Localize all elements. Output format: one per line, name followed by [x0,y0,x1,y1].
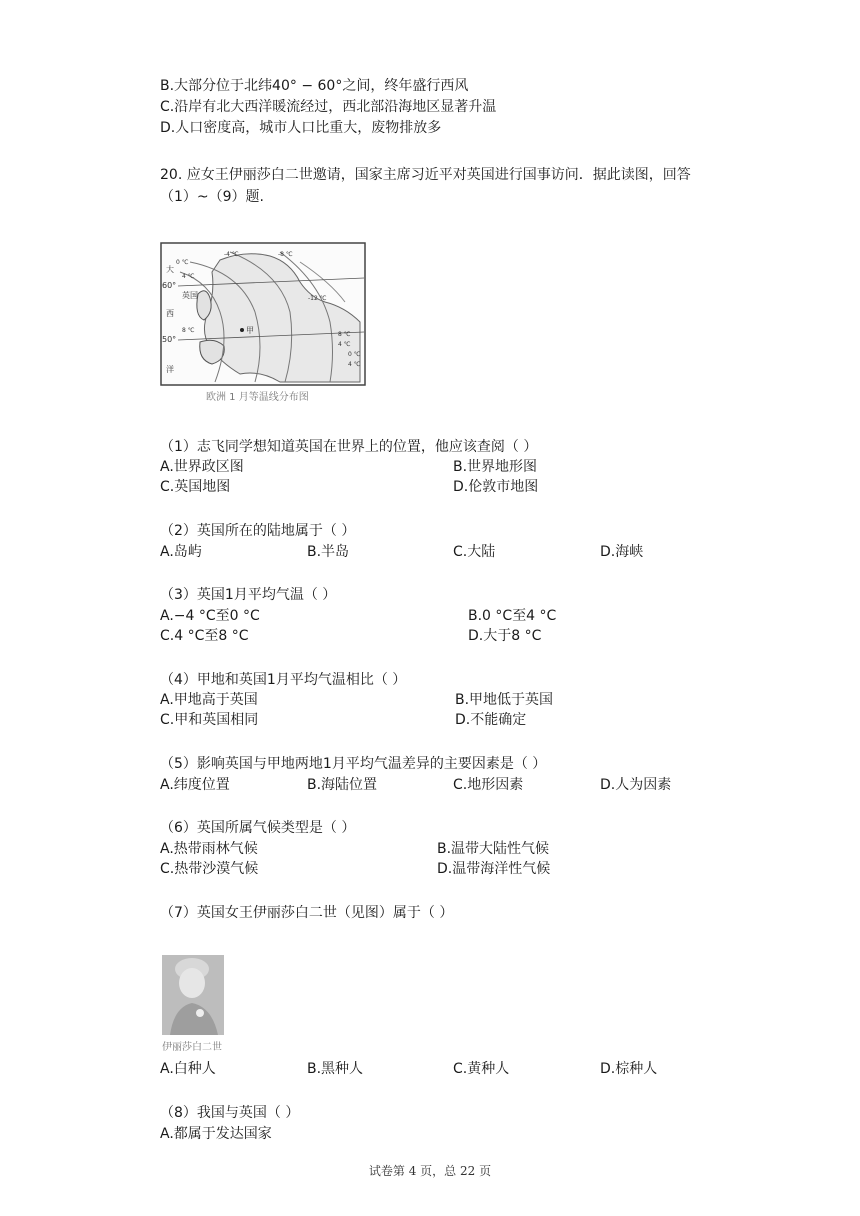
subq-6-stem: （6）英国所属气候类型是（ ） [160,820,356,836]
subq-4-option-c: C.甲和英国相同 [160,712,259,728]
subq-7-option-d: D.棕种人 [600,1061,658,1077]
map-label-t10: 4 ℃ [348,361,361,368]
subq-3-option-a: A.−4 °C至0 °C [160,608,260,624]
subq-3-option-c: C.4 °C至8 °C [160,628,249,644]
subq-2-option-c: C.大陆 [453,544,496,560]
map-label-t2: -8 ℃ [278,251,293,258]
queen-photo [162,955,224,1035]
subq-3-option-d: D.大于8 °C [468,628,542,644]
subq-1-option-b: B.世界地形图 [453,459,538,475]
map-caption: 欧洲 1 月等温线分布图 [206,392,309,403]
map-label-lat60: 60° [162,281,177,290]
subq-2-stem: （2）英国所在的陆地属于（ ） [160,523,356,539]
subq-5-stem: （5）影响英国与甲地两地1月平均气温差异的主要因素是（ ） [160,756,547,772]
map-label-t3: 0 ℃ [176,259,189,266]
q20-stem-line1: 20. 应女王伊丽莎白二世邀请，国家主席习近平对英国进行国事访问．据此读图，回答 [160,167,691,183]
prev-option-c: C.沿岸有北大西洋暖流经过，西北部沿海地区显著升温 [160,99,497,115]
map-label-da: 大 [166,265,174,274]
subq-1-option-c: C.英国地图 [160,479,231,495]
prev-option-b: B.大部分位于北纬40° − 60°之间，终年盛行西风 [160,78,469,94]
map-label-jia: 甲 [246,326,254,335]
prev-option-d: D.人口密度高，城市人口比重大，废物排放多 [160,120,442,136]
map-label-t9: 0 ℃ [348,351,361,358]
subq-1-option-a: A.世界政区图 [160,459,244,475]
subq-4-option-a: A.甲地高于英国 [160,692,258,708]
subq-1-option-d: D.伦敦市地图 [453,479,539,495]
subq-7-option-c: C.黄种人 [453,1061,510,1077]
subq-5-option-b: B.海陆位置 [307,777,378,793]
subq-5-option-a: A.纬度位置 [160,777,230,793]
subq-4-stem: （4）甲地和英国1月平均气温相比（ ） [160,672,407,688]
subq-1-stem: （1）志飞同学想知道英国在世界上的位置，他应该查阅（ ） [160,439,538,455]
map-label-t8: 4 ℃ [338,341,351,348]
subq-6-option-a: A.热带雨林气候 [160,841,258,857]
subq-3-stem: （3）英国1月平均气温（ ） [160,587,337,603]
subq-7-option-b: B.黑种人 [307,1061,364,1077]
subq-8-stem: （8）我国与英国（ ） [160,1105,300,1121]
map-label-uk: 英国 [182,291,198,300]
map-label-t5: 8 ℃ [182,327,195,334]
subq-8-option-a: A.都属于发达国家 [160,1126,272,1142]
subq-2-option-d: D.海峡 [600,544,644,560]
map-label-t7: 8 ℃ [338,331,351,338]
map-label-t1: -4 ℃ [224,251,239,258]
subq-6-option-d: D.温带海洋性气候 [437,861,551,877]
photo-caption: 伊丽莎白二世 [162,1042,222,1053]
map-label-t4: 4 ℃ [182,273,195,280]
subq-4-option-d: D.不能确定 [455,712,527,728]
subq-6-option-c: C.热带沙漠气候 [160,861,259,877]
map-label-xi: 西 [166,309,174,318]
subq-5-option-c: C.地形因素 [453,777,524,793]
subq-4-option-b: B.甲地低于英国 [455,692,554,708]
europe-isotherm-map [160,242,366,386]
subq-7-option-a: A.白种人 [160,1061,216,1077]
map-label-t6: -12 ℃ [308,295,327,302]
subq-2-option-b: B.半岛 [307,544,350,560]
subq-6-option-b: B.温带大陆性气候 [437,841,550,857]
subq-5-option-d: D.人为因素 [600,777,672,793]
map-label-lat50: 50° [162,335,177,344]
subq-7-stem: （7）英国女王伊丽莎白二世（见图）属于（ ） [160,905,454,921]
page-footer: 试卷第 4 页，总 22 页 [368,1164,492,1178]
subq-2-option-a: A.岛屿 [160,544,202,560]
map-label-yang: 洋 [166,365,174,374]
subq-3-option-b: B.0 °C至4 °C [468,608,557,624]
q20-stem-line2: （1）~（9）题. [160,189,264,205]
